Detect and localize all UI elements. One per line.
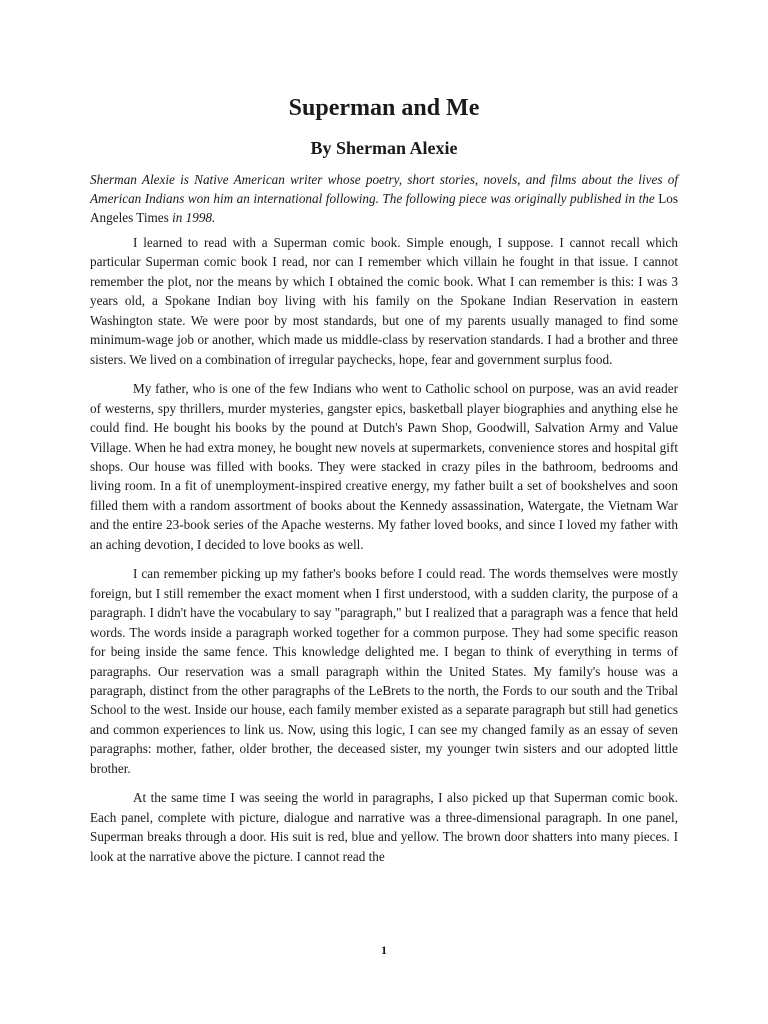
essay-body [90,233,678,876]
intro-text-after: in 1998. [172,210,216,225]
author-byline: By Sherman Alexie [310,138,458,158]
document-title: Superman and Me [288,95,480,121]
page-number: 1 [381,943,387,957]
paragraph-1: I learned to read with a Superman comic book. Simple enough, I suppose. I cannot recall which particular Superman comic book I read, nor can I remember which villain he fought in that issue. I cannot remember the plot, nor the means by which I obtained the comic book. What I can remember is this: I was 3 years old, a Spokane Indian boy living with his family on the Spokane Indian Reservation in eastern Washington state. We were poor by most standards, but one of my parents usually managed to find some minimum-wage job or another, which made us middle-class by reservation standards. I had a brother and three sisters. We lived on a combination of irregular paychecks, hope, fear and government surplus food. [90,235,678,367]
paragraph-3: I can remember picking up my father's books before I could read. The words themselves were mostly foreign, but I still remember the exact moment when I first understood, with a sudden clarity, the purpose of a paragraph. I didn't have the vocabulary to say "paragraph," but I realized that a paragraph was a fence that held words. The words inside a paragraph worked together for a common purpose. They had some specific reason for being inside the same fence. This knowledge delighted me. I began to think of everything in terms of paragraphs. Our reservation was a small paragraph within the United States. My family's house was a paragraph, distinct from the other paragraphs of the LeBrets to the north, the Fords to our south and the Tribal School to the west. Inside our house, each family member existed as a separate paragraph but still had genetics and common experiences to link us. Now, using this logic, I can see my changed family as an essay of seven paragraphs: mother, father, older brother, the deceased sister, my younger twin sisters and our adopted little brother. [90,566,678,776]
paragraph-2: My father, who is one of the few Indians who went to Catholic school on purpose, was an avid reader of westerns, spy thrillers, murder mysteries, gangster epics, basketball player biographies and anything else he could find. He bought his books by the pound at Dutch's Pawn Shop, Goodwill, Salvation Army and Value Village. When he had extra money, he bought new novels at supermarkets, convenience stores and hospital gift shops. Our house was filled with books. They were stacked in crazy piles in the bathroom, bedrooms and living room. In a fit of unemployment-inspired creative energy, my father built a set of bookshelves and soon filled them with a random assortment of books about the Kennedy assassination, Watergate, the Vietnam War and the entire 23-book series of the Apache westerns. My father loved books, and since I loved my father with an aching devotion, I decided to love books as well. [90,381,678,552]
intro-text-before: Sherman Alexie is Native American writer whose poetry, short stories, novels, and films about the lives of American Indians won him an international following. The following piece was originally published in the [90,172,678,206]
author-introduction [90,170,678,227]
publication-name: Los Angeles Times [90,191,679,225]
document-page [90,0,678,1024]
paragraph-4: At the same time I was seeing the world in paragraphs, I also picked up that Superman comic book. Each panel, complete with picture, dialogue and narrative was a three-dimensional paragraph. In one panel, Superman breaks through a door. His suit is red, blue and yellow. The brown door shatters into many pieces. I look at the narrative above the picture. I cannot read the [90,790,678,864]
